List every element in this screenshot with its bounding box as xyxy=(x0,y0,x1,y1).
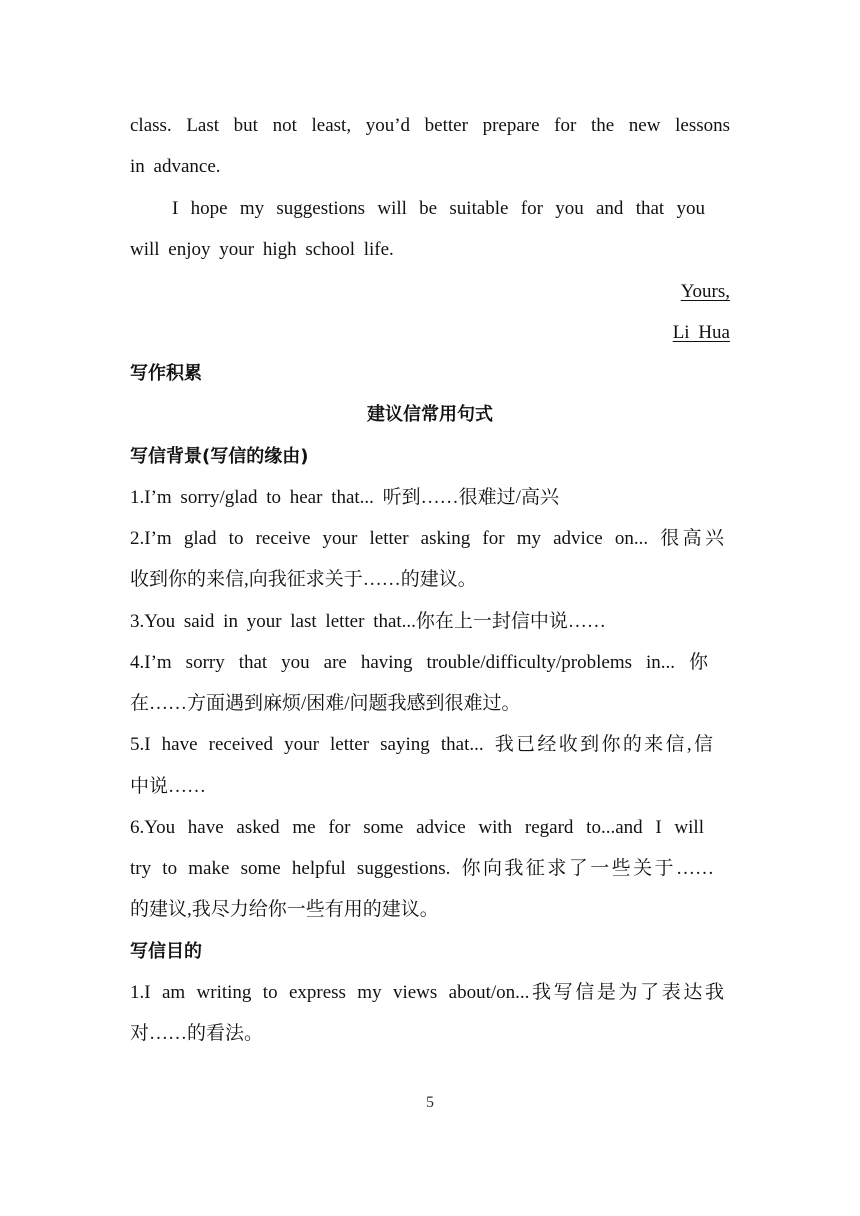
sentence-line: 的建议,我尽力给你一些有用的建议。 xyxy=(130,899,439,920)
section-title: 建议信常用句式 xyxy=(367,404,493,425)
letter-text-line: will enjoy your high school life. xyxy=(130,239,394,260)
sentence-line: 2.I’m glad to receive your letter asking for my advice on... 很高兴 xyxy=(130,528,724,549)
background-heading: 写信背景(写信的缘由) xyxy=(130,446,309,467)
page-number: 5 xyxy=(426,1094,434,1111)
letter-text-line: I hope my suggestions will be suitable for you and that you xyxy=(172,198,705,219)
sentence-line: 6.You have asked me for some advice with regard to...and I will xyxy=(130,817,704,838)
letter-sign-off: Yours, xyxy=(680,281,730,302)
purpose-heading: 写信目的 xyxy=(130,941,202,962)
sentence-line: 1.I’m sorry/glad to hear that... 听到……很难过/高兴 xyxy=(130,487,559,508)
sentence-line: 收到你的来信,向我征求关于……的建议。 xyxy=(130,569,477,590)
sentence-line: 4.I’m sorry that you are having trouble/difficulty/problems in... 你 xyxy=(130,652,708,673)
sentence-line: 中说…… xyxy=(130,776,207,797)
sentence-line: 3.You said in your last letter that...你在上一封信中说…… xyxy=(130,611,606,632)
sentence-line: 5.I have received your letter saying that... 我已经收到你的来信,信 xyxy=(130,734,713,755)
sentence-line: 在……方面遇到麻烦/困难/问题我感到很难过。 xyxy=(130,693,521,714)
letter-text-line: in advance. xyxy=(130,156,221,177)
section-heading: 写作积累 xyxy=(130,363,202,384)
sentence-line: 1.I am writing to express my views about/on...我写信是为了表达我 xyxy=(130,982,724,1003)
letter-signature: Li Hua xyxy=(672,322,730,343)
sentence-line: 对……的看法。 xyxy=(130,1023,264,1044)
sentence-line: try to make some helpful suggestions. 你向我征求了一些关于…… xyxy=(130,858,714,879)
letter-text-line: class. Last but not least, you’d better prepare for the new lessons xyxy=(130,115,730,136)
